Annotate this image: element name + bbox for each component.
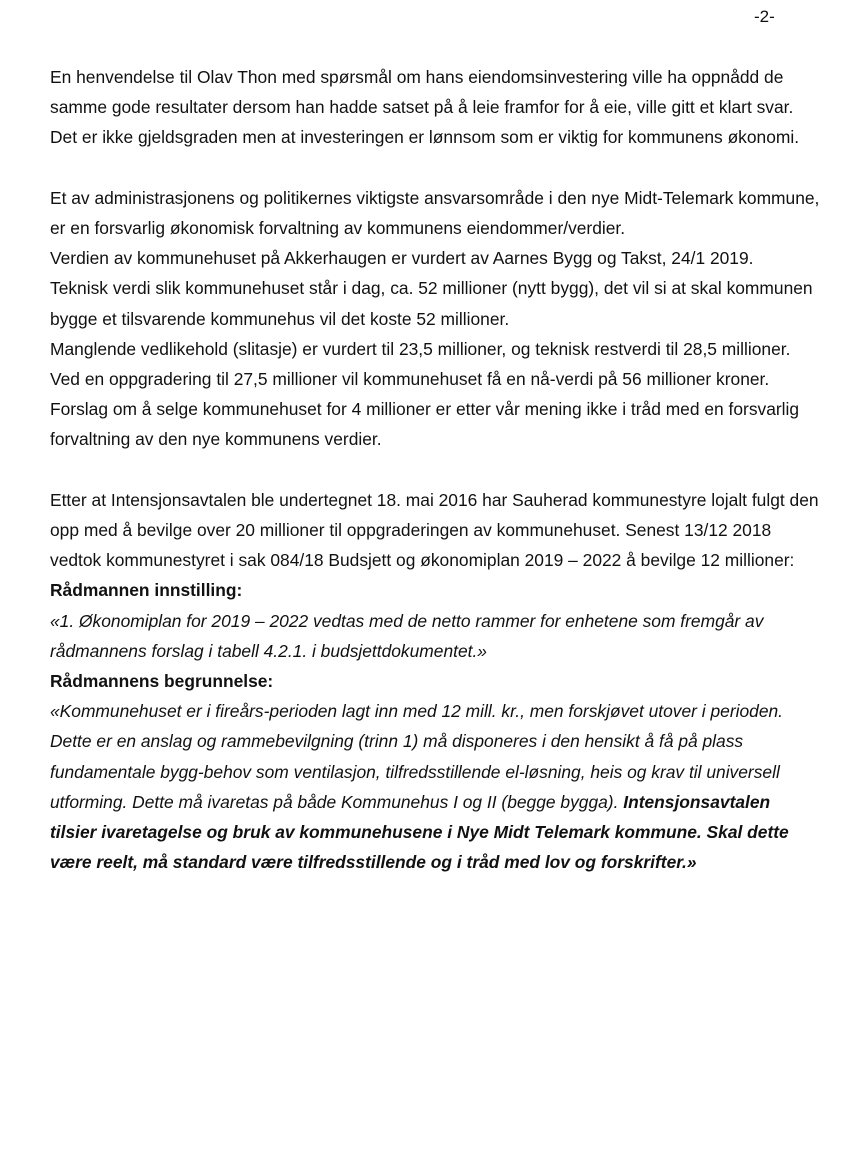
page-number: -2-: [754, 7, 775, 26]
quote-text: «Kommunehuset er i fireårs-perioden lagt inn med 12 mill. kr., men forskjøvet utover i perioden. Dette er en anslag og rammebevilgning (trinn 1) må disponeres i den hensikt å få på plass fundamentale bygg-behov som ventilasjon, tilfredsstillende el-løsning, heis og krav til universell utforming. Dette må ivaretas på både Kommunehus I og II (begge bygga).: [50, 701, 783, 812]
paragraph: Et av administrasjonens og politikernes viktigste ansvarsområde i den nye Midt-Telemark kommune, er en forsvarlig økonomisk forvaltning av kommunens eiendommer/verdier.: [50, 187, 820, 238]
paragraph: Ved en oppgradering til 27,5 millioner vil kommunehuset få en nå-verdi på 56 millioner kroner.: [50, 369, 770, 390]
section-heading: Rådmannen innstilling:: [50, 580, 243, 601]
paragraph: Verdien av kommunehuset på Akkerhaugen er vurdert av Aarnes Bygg og Takst, 24/1 2019.: [50, 248, 754, 269]
paragraph: En henvendelse til Olav Thon med spørsmål om hans eiendomsinvestering ville ha oppnådd de samme gode resultater dersom han hadde satset på å leie framfor for å eie, ville gitt et klart svar.: [50, 67, 794, 118]
paragraph-gap: [50, 455, 820, 485]
paragraph: Teknisk verdi slik kommunehuset står i dag, ca. 52 millioner (nytt bygg), det vil si at skal kommunen bygge et tilsvarende kommunehus vil det koste 52 millioner.: [50, 278, 813, 329]
quote: [50, 696, 820, 877]
paragraph: Manglende vedlikehold (slitasje) er vurdert til 23,5 millioner, og teknisk restverdi til 28,5 millioner.: [50, 338, 791, 359]
quote: «1. Økonomiplan for 2019 – 2022 vedtas med de netto rammer for enhetene som fremgår av rådmannens forslag i tabell 4.2.1. i budsjettdokumentet.»: [50, 610, 764, 661]
paragraph: Etter at Intensjonsavtalen ble undertegnet 18. mai 2016 har Sauherad kommunestyre lojalt fulgt den opp med å bevilge over 20 millioner til oppgraderingen av kommunehuset. Senest 13/12 2018 vedtok kommunestyret i sak 084/18 Budsjett og økonomiplan 2019 – 2022 å bevilge 12 millioner:: [50, 489, 819, 571]
quote-emphasis: Intensjonsavtalen tilsier ivaretagelse og bruk av kommunehusene i Nye Midt Telemark kommune. Skal dette være reelt, må standard være tilfredsstillende og i tråd med lov og forskrifter.»: [50, 791, 789, 873]
paragraph: Forslag om å selge kommunehuset for 4 millioner er etter vår mening ikke i tråd med en forsvarlig forvaltning av den nye kommunens verdier.: [50, 399, 800, 450]
document-body: [50, 62, 820, 877]
paragraph: Det er ikke gjeldsgraden men at investeringen er lønnsom som er viktig for kommunens økonomi.: [50, 127, 800, 148]
section-heading: Rådmannens begrunnelse:: [50, 671, 274, 692]
paragraph-gap: [50, 153, 820, 183]
